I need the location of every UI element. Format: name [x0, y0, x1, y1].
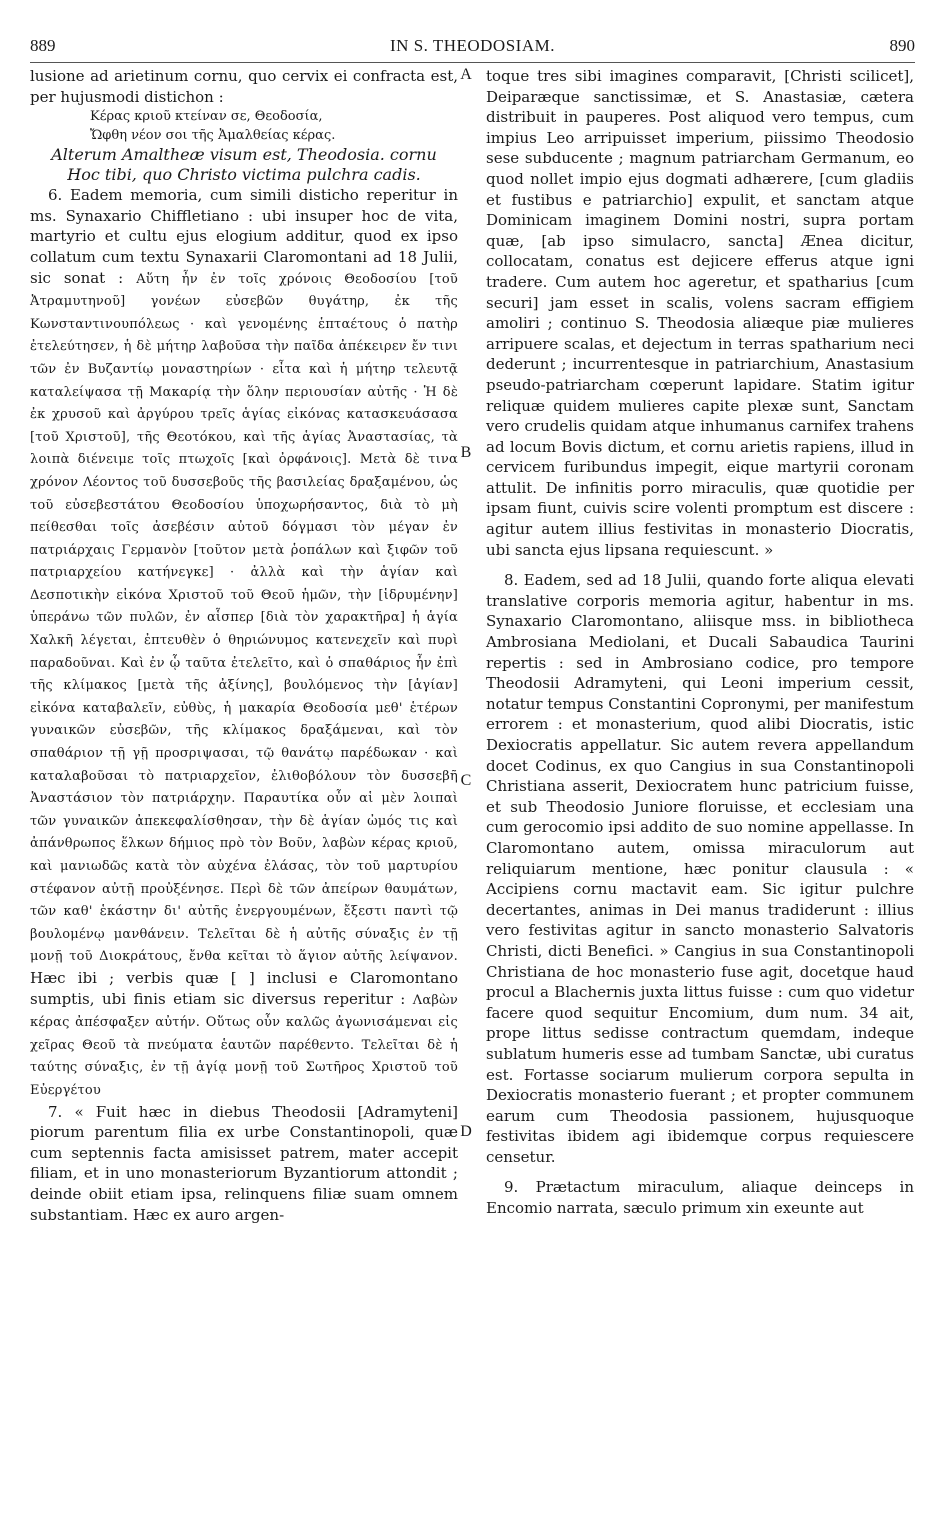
- latin-verse-line-2: Hoc tibi, quo Christo victima pulchra cadis.: [67, 165, 421, 185]
- margin-letter-b: B: [460, 444, 472, 461]
- paragraph-7-continued: toque tres sibi imagines comparavit, [Christi scilicet], Deiparæque sanctissimæ, et S. Anastasiæ, cætera distribuit in pauperes. Post aliquod vero tempus, cum impius Leo arripuisset imperium, piissimo Theodosio sese subducente ; magnum patriarcham Germanum, eo quod nollet impio ejus dogmati adhærere, [cum gladiis et fustibus e patriarchio] expulit, et sanctam atque Dominicam imaginem Domini nostri, supra portam quæ, [ab ipso simulacro, sancta] Ænea dicitur, collocatam, conatus est dejicere efferus atque igni tradere. Cum autem hoc ageretur, et spatharius [cum securi] jam esset in scalis, volens sacram effigiem amoliri ; continuo S. Theodosia aliæque piæ mulieres arripuere scalas, et dejectum in terras spatharium neci dederunt ; incurrentesque in patriarchium, Anastasium pseudo-patriarcham cœperunt lapidare. Statim igitur reliquæ quidem mulieres capite plexæ sunt, Sanctam vero crudelis quidam atque inhumanus carnifex trahens ad locum Bovis dictum, et cornu arietis rapiens, illud in cervicem furibundus impegit, eique martyrii coronam attulit. De infinitis porro miraculis, quæ quotidie per ipsam fiunt, cuivis scire volenti promptum est discere : agitur autem illius festivitas in monasterio Diocratis, ubi sancta ejus lipsana requiescunt. »: [486, 67, 914, 559]
- paragraph-6-latin: 6. Eadem memoria, cum simili disticho reperitur in ms. Synaxario Chiffletiano : ubi insuper hoc de vita, martyrio et cultu ejus elogium additur, quod ex ipso collatum cum textu Synaxarii Claromontani ad 18 Julii, sic sonat :: [30, 186, 458, 287]
- right-page-number: 890: [889, 36, 915, 55]
- margin-letter-a: A: [460, 66, 472, 83]
- paragraph-6-greek-2: Λαβὼν κέρας ἀπέσφαξεν αὐτήν. Οὕτως οὖν καλῶς ἀγωνισάμεναι εἰς χεῖρας Θεοῦ τὰ πνεύματα ἑαυτῶν παρέθεντο. Τελεῖται δὲ ἡ ταύτης σύναξις, ἐν τῇ ἁγίᾳ μονῇ τοῦ Σωτῆρος Χριστοῦ τοῦ Εὐεργέτου: [30, 992, 458, 1098]
- greek-verse-line-1: Κέρας κριοῦ κτείναν σε, Θεοδοσία,: [90, 109, 323, 125]
- paragraph-6-latin-2: Hæc ibi ; verbis quæ [ ] inclusi e Claromontano sumptis, ubi finis etiam sic diversus reperitur :: [30, 968, 458, 1008]
- paragraph-9: 9. Prætactum miraculum, aliaque deinceps in Encomio narrata, sæculo primum xin exeunte aut: [486, 1178, 914, 1218]
- margin-letter-d: D: [460, 1123, 472, 1140]
- page-header: [30, 36, 915, 58]
- margin-letter-c: C: [460, 772, 472, 789]
- running-title: IN S. THEODOSIAM.: [390, 36, 555, 55]
- left-page-number: 889: [30, 36, 56, 55]
- paragraph-6: [30, 185, 458, 1101]
- paragraph-7: 7. « Fuit hæc in diebus Theodosii [Adramyteni] piorum parentum filia ex urbe Constantinopoli, quæ cum septennis facta amisisset patrem, mater accepit filiam, et in uno monasteriorum Byzantiorum attondit ; deinde obiit etiam ipsa, relinquens filiæ suam omnem substantiam. Hæc ex auro argen-: [30, 1102, 458, 1224]
- left-column: [30, 66, 458, 1225]
- latin-verse-line-1: Alterum Amaltheæ visum est, Theodosia. cornu: [51, 145, 437, 165]
- greek-verse-line-2: Ὤφθη νέον σοι τῆς Ἀμαλθείας κέρας.: [90, 128, 336, 144]
- paragraph-8: 8. Eadem, sed ad 18 Julii, quando forte aliqua elevati translative corporis memoria agitur, habentur in ms. Synaxario Claromontano, aliisque mss. in bibliotheca Ambrosiana Mediolani, et Ducali Sabaudica Taurini repertis : sed in Ambrosiano codice, pro tempore Theodosii Adramyteni, qui Leoni imperium cessit, notatur tempus Constantini Copronymi, per manifestum errorem : et monasterium, quod alibi Diocratis, istic Dexiocratis appellatur. Sic autem revera appellandum docet Codinus, ex quo Cangius in sua Constantinopoli Christiana asserit, Dexiocratem hunc patricium fuisse, et sub Theodosio Juniore floruisse, et ecclesiam una cum gerocomio ipsi addito de suo nomine appellasse. In Claromontano autem, omissa miraculorum aut reliquiarum mentione, hæc ponitur clausula : « Accipiens cornu mactavit eam. Sic igitur pulchre decertantes, animas in Dei manus tradiderunt : illius vero festivitas agitur in sancto monasterio Salvatoris Christi, dicti Benefici. » Cangius in sua Constantinopoli Christiana de hoc monasterio fuse agit, docetque haud procul a Blachernis juxta littus fuisse : cum quo videtur facere quod sequitur Encomium, dum num. 34 ait, prope littus sedisse contractum quemdam, indeque sublatum humeris esse ad tumbam Sanctæ, ubi curatus est. Fortasse sociarum mulierum corpora sepulta in Dexiocratis monasterio fuerant ; et propter communem earum cum Theodosia passionem, hujusquoque festivitas ibidem agi ibidemque corpus requiescere censetur.: [486, 571, 914, 1166]
- paragraph-6-greek: Αὕτη ἦν ἐν τοῖς χρόνοις Θεοδοσίου [τοῦ Ἀτραμυτηνοῦ] γονέων εὐσεβῶν θυγάτηρ, ἐκ τῆς Κωνσταντινουπόλεως · καὶ γενομένης ἑπταέτους ὁ πατὴρ ἐτελεύτησεν, ἡ δὲ μήτηρ λαβοῦσα τὴν παῖδα ἀπέκειρεν ἔν τινι τῶν ἐν Βυζαντίῳ μοναστηρίων · εἶτα καὶ ἡ μήτηρ τελευτᾷ καταλείψασα τῇ Μακαρίᾳ τὴν ὅλην περιουσίαν αὐτῆς · Ἡ δὲ ἐκ χρυσοῦ καὶ ἀργύρου τρεῖς ἁγίας εἰκόνας κατασκευάσασα [τοῦ Χριστοῦ], τῆς Θεοτόκου, καὶ τῆς ἁγίας Ἀναστασίας, τὰ λοιπὰ διένειμε τοῖς πτωχοῖς [καὶ ὀρφάνοις]. Μετὰ δὲ τινα χρόνον Λέοντος τοῦ δυσσεβοῦς τῆς βασιλείας δραξαμένου, ὡς τοῦ εὐσεβεστάτου Θεοδοσίου ὑποχωρήσαντος, διὰ τὸ μὴ πείθεσθαι τοῖς ἀσεβέσιν αὐτοῦ δόγμασι τὸν μέγαν ἐν πατριάρχαις Γερμανὸν [τοῦτον μετὰ ῥοπάλων καὶ ξιφῶν τοῦ πατριαρχείου κατήνεγκε] · ἀλλὰ καὶ τὴν ἁγίαν καὶ Δεσποτικὴν εἰκόνα Χριστοῦ τοῦ Θεοῦ ἡμῶν, τὴν [ἱδρυμένην] ὑπεράνω τῶν πυλῶν, ἐν αἷσπερ [διὰ τὸν χαρακτῆρα] ἡ ἁγία Χαλκῆ λέγεται, ἐπτευθὲν ὁ θηριώνυμος κατενεχεῖν καὶ πυρὶ παραδοῦναι. Καὶ ἐν ᾧ ταῦτα ἐτελεῖτο, καὶ ὁ σπαθάριος ἦν ἐπὶ τῆς κλίμακος [μετὰ τῆς ἀξίνης], βουλόμενος τὴν [ἁγίαν] εἰκόνα καταβαλεῖν, εὐθὺς, ἡ μακαρία Θεοδοσία μεθ' ἑτέρων γυναικῶν εὐσεβῶν, τῆς κλίμακος δραξάμεναι, καὶ τὸν σπαθάριον τῇ γῇ προσριψασαι, τῷ θανάτῳ παρέδωκαν · καὶ καταλαβοῦσαι τὸ πατριαρχεῖον, ἐλιθοβόλουν τὸν δυσσεβῆ Ἀναστάσιον τὸν πατριάρχην. Παραυτίκα οὖν αἱ μὲν λοιπαὶ τῶν γυναικῶν ἀπεκεφαλίσθησαν, τὴν δὲ ἁγίαν ὠμός τις καὶ ἀπάνθρωπος ἕλκων δήμιος πρὸ τὸν Βοῦν, λαβὼν κέρας κριοῦ, καὶ μανιωδῶς κατὰ τὸν αὐχένα ἐλάσας, τὸν τοῦ μαρτυρίου στέφανον αὐτῇ προὐξένησε. Περὶ δὲ τῶν ἀπείρων θαυμάτων, τῶν καθ' ἑκάστην δι' αὐτῆς ἐνεργουμένων, ἔξεστι παντὶ τῷ βουλομένῳ μανθάνειν. Τελεῖται δὲ ἡ αὐτῆς σύναξις ἐν τῇ μονῇ τοῦ Διοκράτους, ἔνθα κεῖται τὸ ἅγιον αὐτῆς λείψανον.: [30, 271, 458, 965]
- right-column: [486, 66, 914, 1219]
- header-rule: [30, 62, 915, 63]
- paragraph-intro: lusione ad arietinum cornu, quo cervix ei confracta est, per hujusmodi distichon :: [30, 67, 458, 106]
